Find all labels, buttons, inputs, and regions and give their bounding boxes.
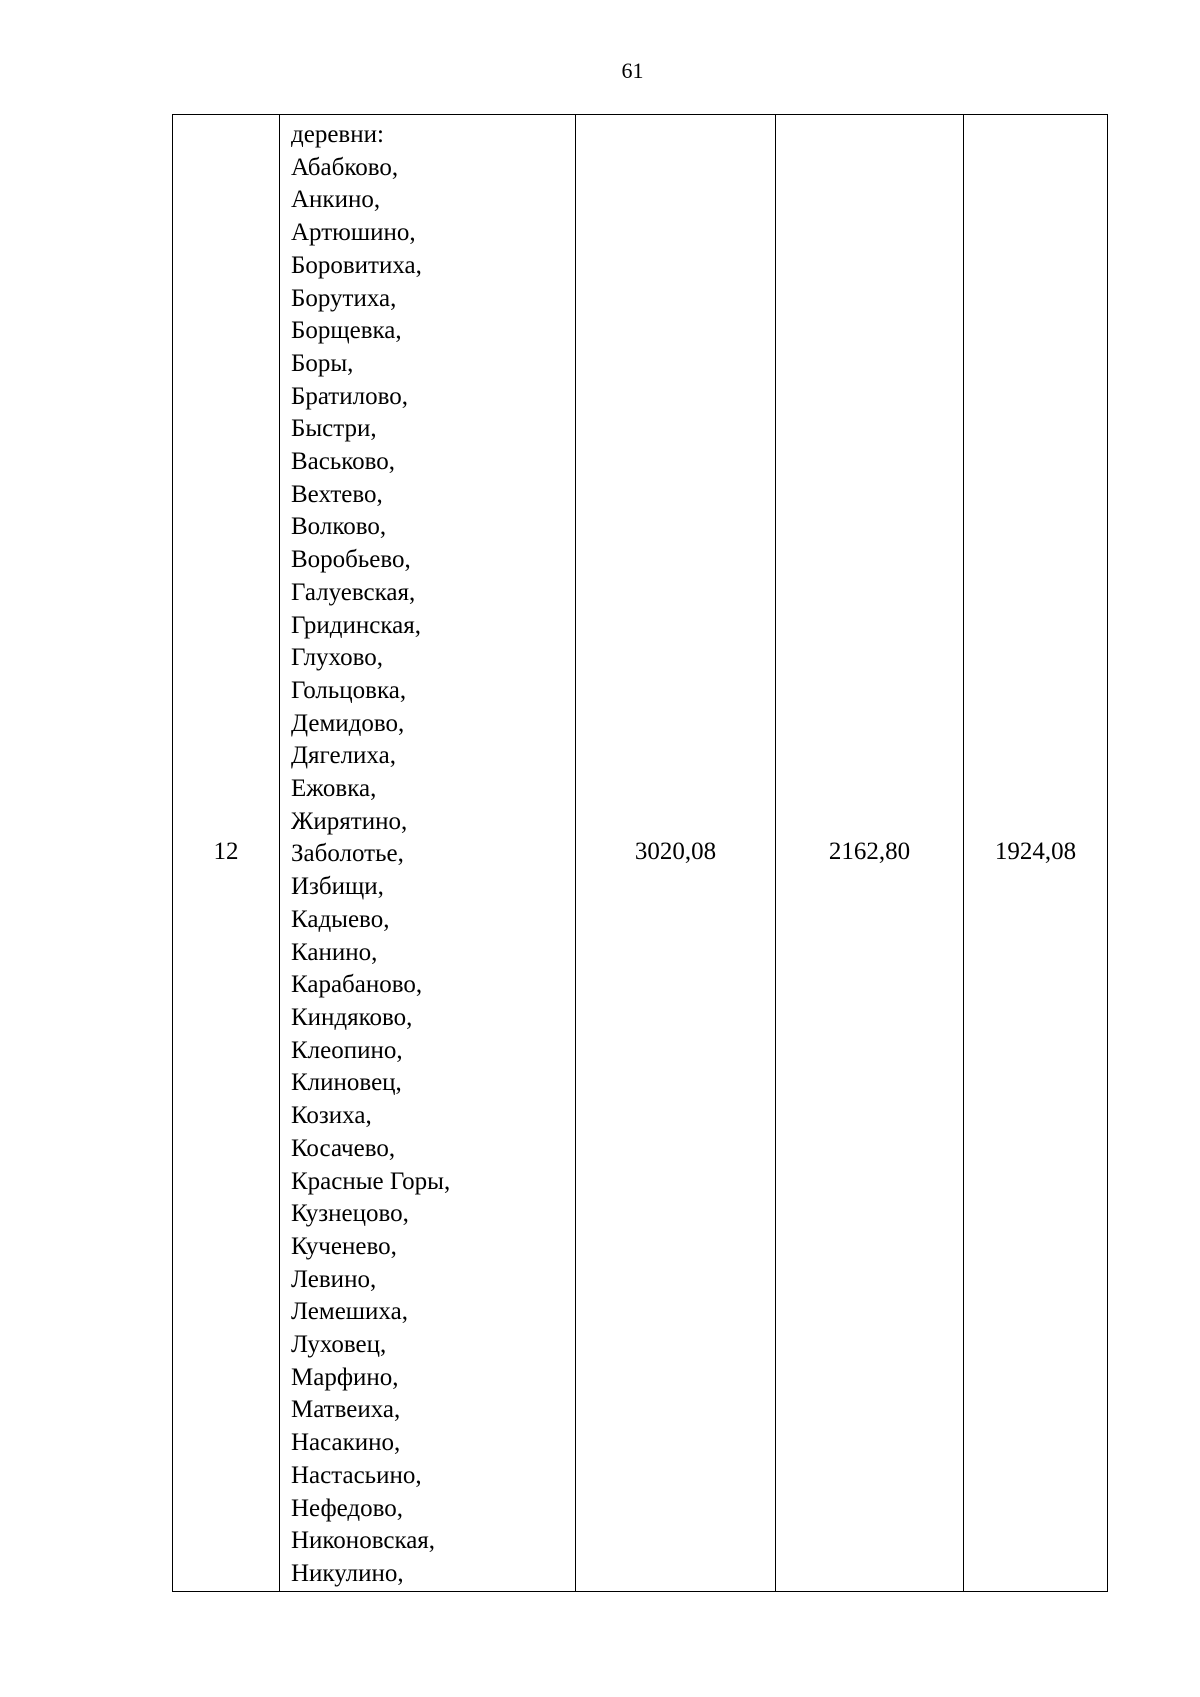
- row-number-cell: 12: [173, 115, 280, 1592]
- settlements-table: [172, 114, 1108, 1592]
- settlement-name: Насакино,: [291, 1429, 401, 1457]
- settlement-name: Клеопино,: [291, 1036, 403, 1064]
- settlement-name: Воробьево,: [291, 546, 411, 574]
- settlement-name: Гольцовка,: [291, 676, 407, 704]
- settlement-name: Гридинская,: [291, 611, 421, 639]
- settlement-name: Абабково,: [291, 153, 399, 181]
- settlement-name: Кузнецово,: [291, 1200, 409, 1228]
- settlement-name: Настасьино,: [291, 1461, 422, 1489]
- value-cell-1: 3020,08: [576, 115, 776, 1592]
- settlement-name: Борщевка,: [291, 317, 402, 345]
- settlement-name: Заболотье,: [291, 840, 404, 868]
- settlement-name: Никоновская,: [291, 1527, 436, 1555]
- settlement-name: Васьково,: [291, 448, 396, 476]
- settlement-name: Киндяково,: [291, 1003, 413, 1031]
- settlement-name: Никулино,: [291, 1559, 404, 1587]
- settlement-name: Избищи,: [291, 873, 384, 901]
- table-row: [173, 115, 1108, 1592]
- settlement-name: Дягелиха,: [291, 742, 396, 770]
- settlement-name: Жирятино,: [291, 807, 408, 835]
- settlement-name: Красные Горы,: [291, 1167, 451, 1195]
- settlement-name: Борутиха,: [291, 284, 397, 312]
- settlement-name: Клиновец,: [291, 1069, 402, 1097]
- settlement-name: Боры,: [291, 349, 354, 377]
- settlement-name: Косачево,: [291, 1134, 396, 1162]
- settlement-name: Братилово,: [291, 382, 408, 410]
- value-cell-2: 2162,80: [776, 115, 964, 1592]
- settlement-name: Матвеиха,: [291, 1396, 401, 1424]
- value-cell-3: 1924,08: [964, 115, 1108, 1592]
- settlement-name: Демидово,: [291, 709, 405, 737]
- settlement-name: Канино,: [291, 938, 378, 966]
- settlement-name: Вехтево,: [291, 480, 383, 508]
- settlement-name: Левино,: [291, 1265, 377, 1293]
- settlement-names-cell: [280, 115, 576, 1592]
- settlement-name: Луховец,: [291, 1331, 387, 1359]
- settlement-name: Артюшино,: [291, 219, 416, 247]
- settlement-name: Кученево,: [291, 1232, 397, 1260]
- settlement-name: Ежовка,: [291, 775, 377, 803]
- settlement-name: Кадыево,: [291, 905, 390, 933]
- settlement-name: Анкино,: [291, 186, 381, 214]
- settlement-name: Глухово,: [291, 644, 383, 672]
- settlement-name: Карабаново,: [291, 971, 423, 999]
- settlement-name: Лемешиха,: [291, 1298, 408, 1326]
- settlement-names-list: [291, 152, 575, 1591]
- settlement-name: Быстри,: [291, 415, 377, 443]
- settlement-name: Нефедово,: [291, 1494, 404, 1522]
- settlement-name: Марфино,: [291, 1363, 399, 1391]
- settlement-name: Волково,: [291, 513, 387, 541]
- names-header: деревни:: [291, 121, 384, 148]
- settlement-name: Галуевская,: [291, 578, 416, 606]
- page-number: 61: [621, 58, 644, 83]
- settlement-name: Боровитиха,: [291, 251, 422, 279]
- settlement-name: Козиха,: [291, 1102, 372, 1130]
